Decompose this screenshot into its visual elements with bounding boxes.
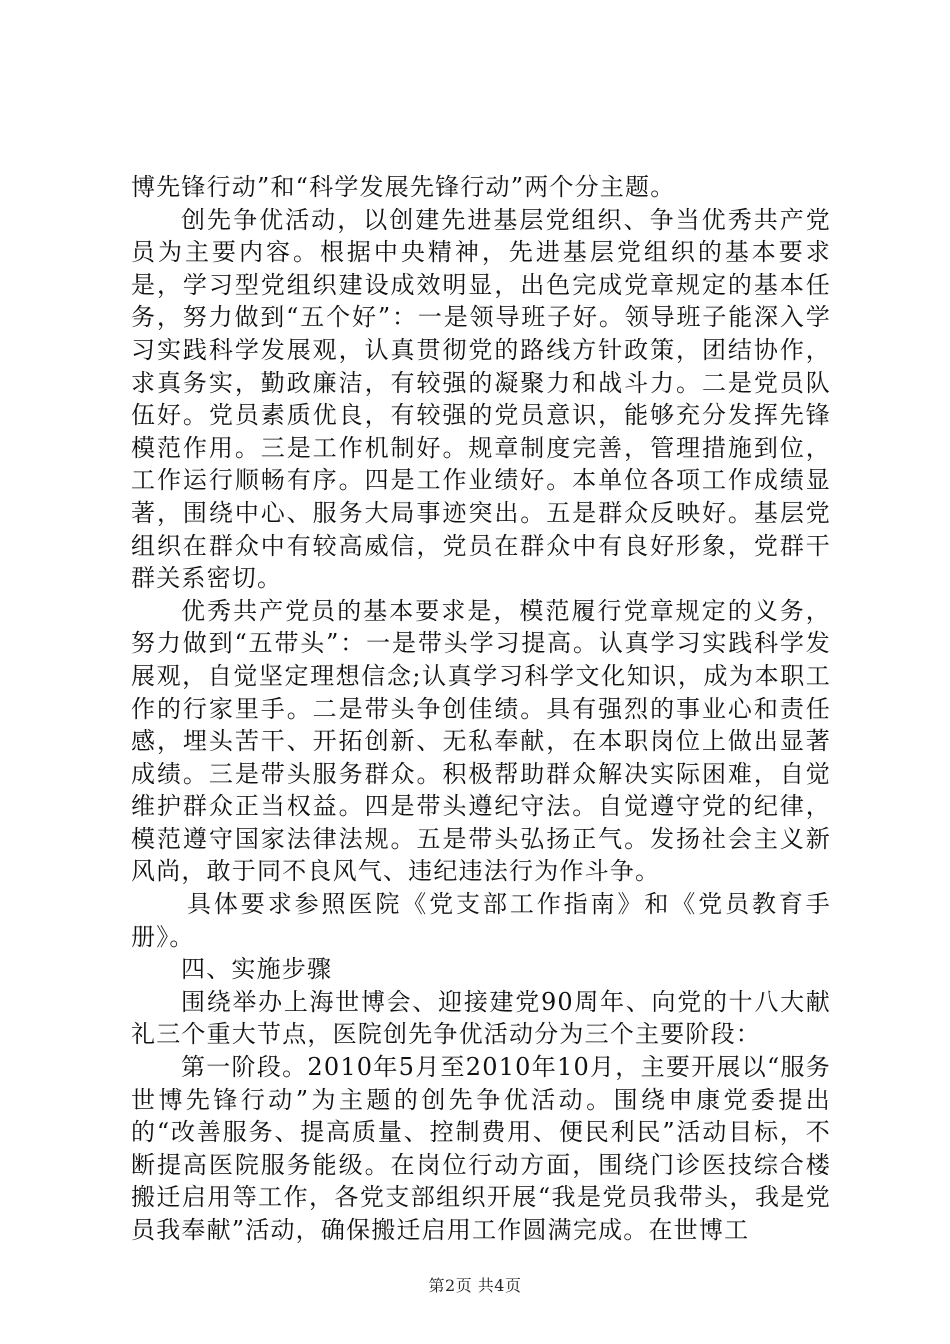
document-body <box>131 171 831 1247</box>
paragraph-excellent-party-member: 优秀共产党员的基本要求是，模范履行党章规定的义务，努力做到“五带头”：一是带头学习提高。认真学习实践科学发展观，自觉坚定理想信念;认真学习科学文化知识，成为本职工作的行家里手。二是带头争创佳绩。具有强烈的事业心和责任感，埋头苦干、开拓创新、无私奉献，在本职岗位上做出显著成绩。三是带头服务群众。积极帮助群众解决实际困难，自觉维护群众正当权益。四是带头遵纪守法。自觉遵守党的纪律，模范遵守国家法律法规。五是带头弘扬正气。发扬社会主义新风尚，敢于同不良风气、违纪违法行为作斗争。 <box>131 596 831 886</box>
paragraph-specific-requirements: 具体要求参照医院《党支部工作指南》和《党员教育手册》。 <box>131 890 831 951</box>
paragraph-advanced-party-organization: 创先争优活动，以创建先进基层党组织、争当优秀共产党员为主要内容。根据中央精神，先进基层党组织的基本要求是，学习型党组织建设成效明显，出色完成党章规定的基本任务，努力做到“五个好”：一是领导班子好。领导班子能深入学习实践科学发展观，认真贯彻党的路线方针政策，团结协作，求真务实，勤政廉洁，有较强的凝聚力和战斗力。二是党员队伍好。党员素质优良，有较强的党员意识，能够充分发挥先锋模范作用。三是工作机制好。规章制度完善，管理措施到位，工作运行顺畅有序。四是工作业绩好。本单位各项工作成绩显著，围绕中心、服务大局事迹突出。五是群众反映好。基层党组织在群众中有较高威信，党员在群众中有良好形象，党群干群关系密切。 <box>131 205 831 593</box>
section-heading-implementation-steps: 四、实施步骤 <box>181 955 333 984</box>
paragraph-three-stages: 围绕举办上海世博会、迎接建党90周年、向党的十八大献礼三个重大节点，医院创先争优活动分为三个主要阶段： <box>131 987 831 1049</box>
page-number-footer: 第2页 共4页 <box>428 1276 522 1295</box>
paragraph-continuation: 博先锋行动”和“科学发展先锋行动”两个分主题。 <box>131 173 676 201</box>
paragraph-first-stage: 第一阶段。2010年5月至2010年10月，主要开展以“服务世博先锋行动”为主题的创先争优活动。围绕申康党委提出的“改善服务、提高质量、控制费用、便民利民”活动目标，不断提高医院服务能级。在岗位行动方面，围绕门诊医技综合楼搬迁启用等工作，各党支部组织开展“我是党员我带头，我是党员我奉献”活动，确保搬迁启用工作圆满完成。在世博工 <box>131 1053 831 1244</box>
